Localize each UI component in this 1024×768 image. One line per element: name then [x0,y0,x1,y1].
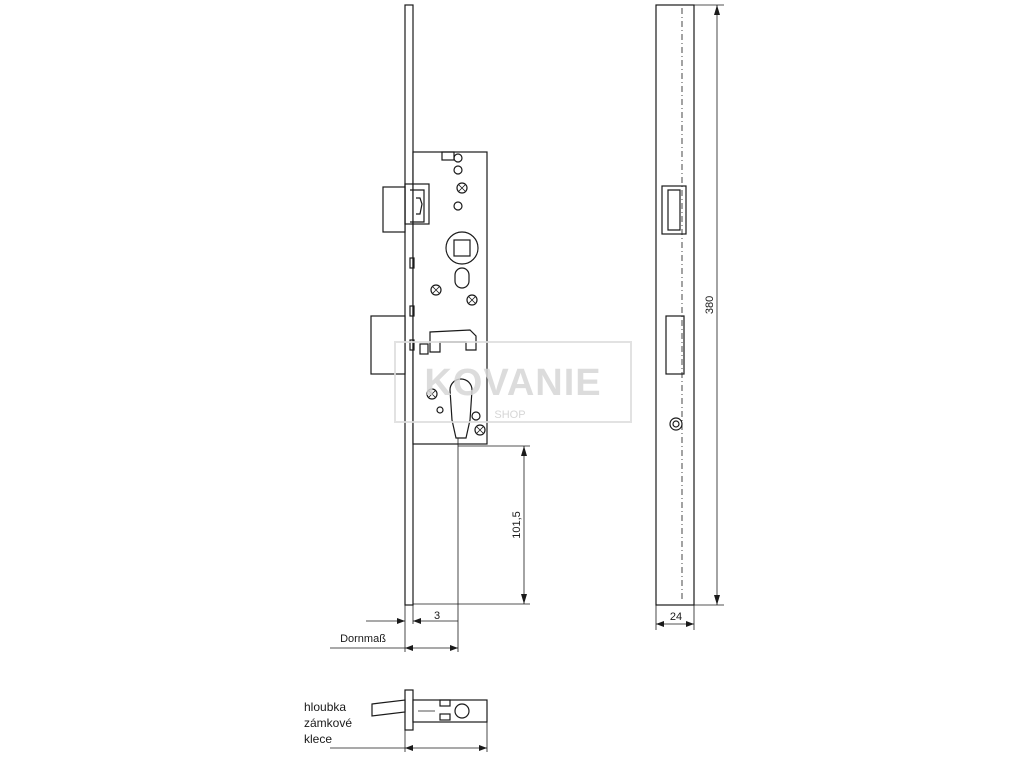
depth-label-line2: zámkové [304,716,353,730]
top-view [372,690,487,730]
front-view [371,5,487,605]
watermark-main: KOVANIE [424,362,602,404]
dornmass-label: Dornmaß [340,633,386,645]
dimension-380 [694,5,724,605]
depth-label-line1: hloubka [304,700,347,714]
dimension-faceplate-offset: 3 [433,610,441,622]
faceplate [405,5,413,605]
depth-label-line3: klece [304,732,333,746]
side-view [656,5,694,605]
watermark-sub: SHOP [494,409,526,421]
dimension-total-height: 380 [704,295,716,315]
depth-label [304,700,352,746]
dimension-faceplate-width: 24 [669,611,683,623]
dimension-dornmass [330,633,458,651]
dead-bolt [371,316,405,374]
faceplate-top [405,690,413,730]
dimension-101-5 [413,446,530,604]
dimension-backset-height: 101,5 [511,511,523,539]
dimension-24 [656,605,694,630]
faceplate-side [656,5,694,605]
